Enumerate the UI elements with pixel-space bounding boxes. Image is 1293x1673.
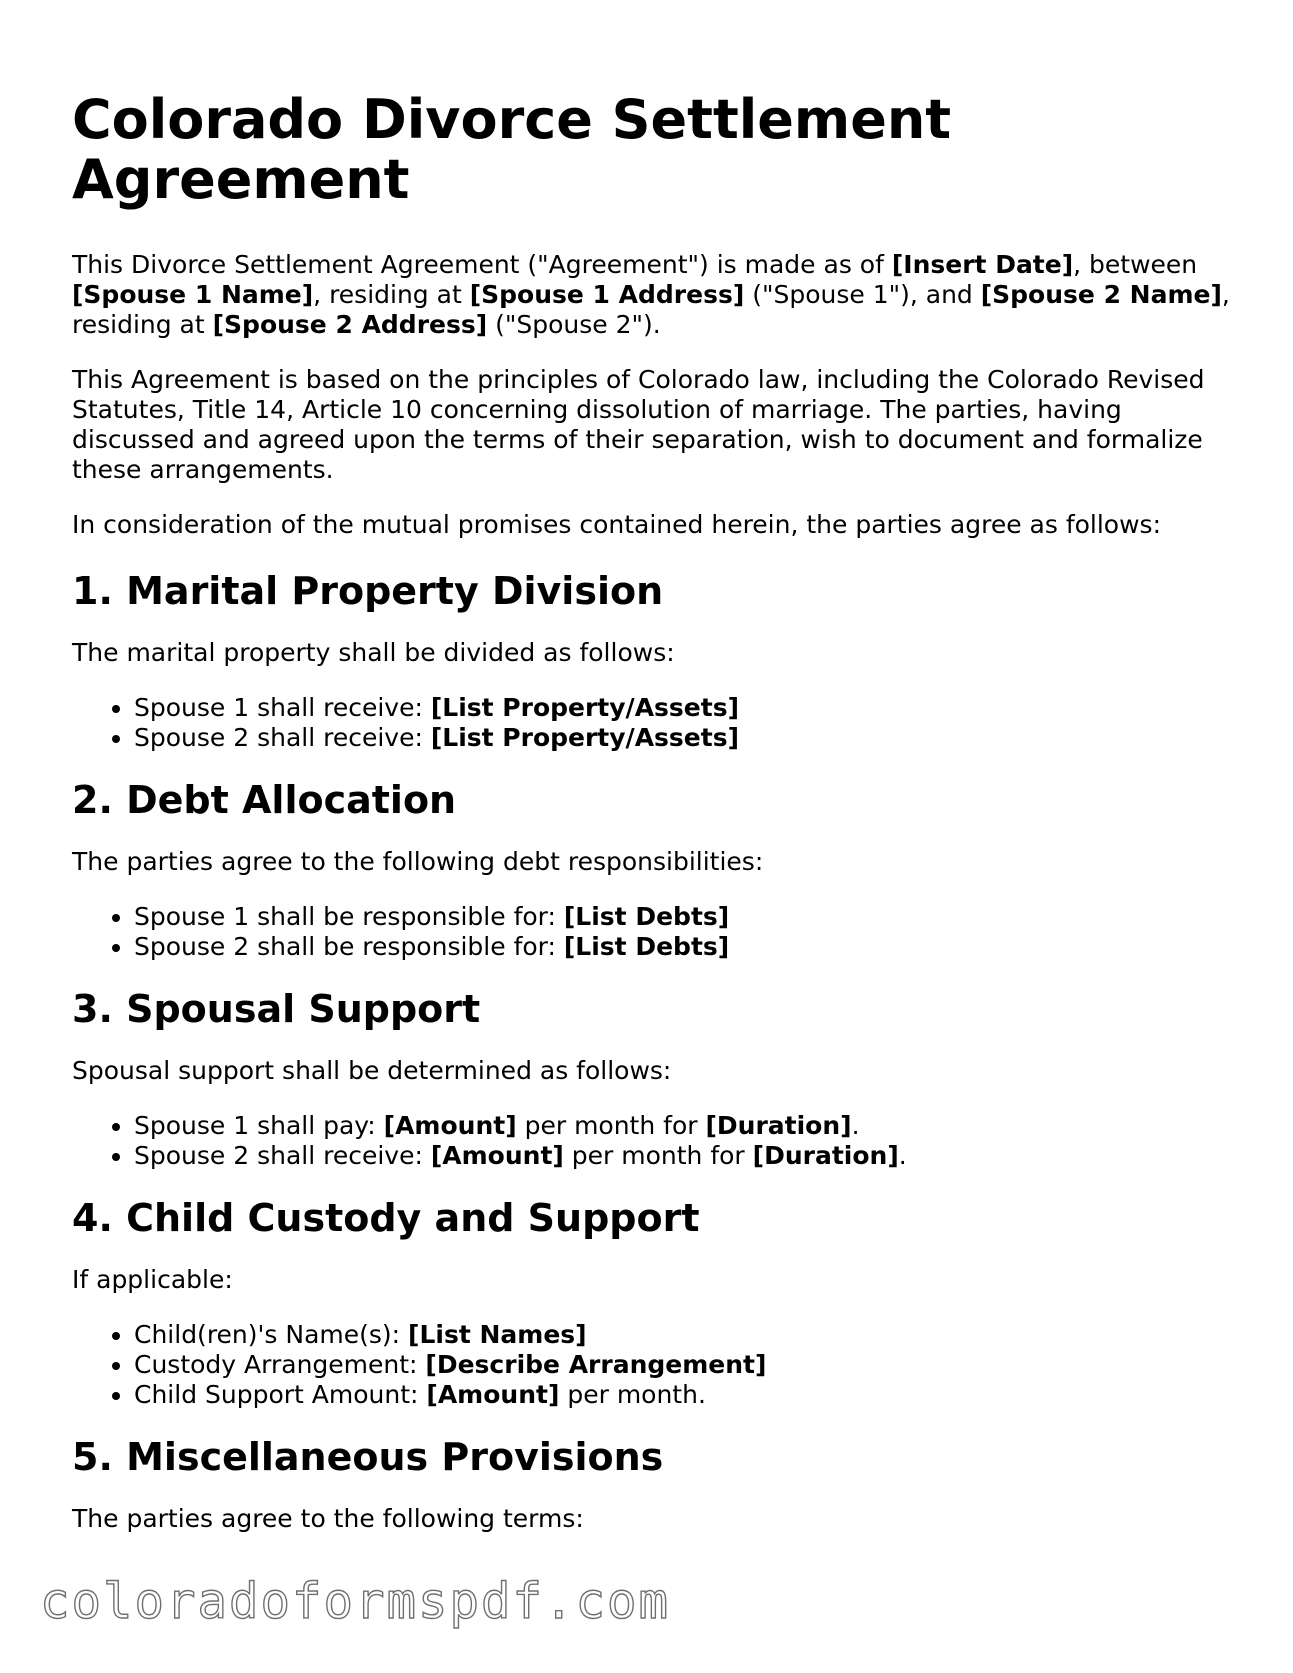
text-run: per month. <box>559 1380 706 1409</box>
text-run: This Divorce Settlement Agreement ("Agreement") is made as of <box>72 250 892 279</box>
text-run: Spouse 1 shall receive: <box>134 693 431 722</box>
placeholder-field: [Amount] <box>430 1141 564 1170</box>
text-run: Spouse 2 shall receive: <box>134 1141 431 1170</box>
section-list <box>72 1111 1232 1171</box>
placeholder-field: [List Names] <box>408 1320 587 1349</box>
section-heading: 4. Child Custody and Support <box>72 1196 700 1240</box>
text-run: per month for <box>516 1111 706 1140</box>
intro-paragraph-consideration: In consideration of the mutual promises contained herein, the parties agree as follows: <box>72 510 1162 539</box>
intro-paragraph-law: This Agreement is based on the principles of Colorado law, including the Colorado Revised Statutes, Title 14, Article 10 concerning dissolution of marriage. The parties, having discussed and agreed upon the terms of their separation, wish to document and formalize these arrangements. <box>72 365 1205 484</box>
text-run: ("Spouse 1"), and <box>744 280 981 309</box>
section-lead: The parties agree to the following debt responsibilities: <box>72 847 764 876</box>
document-page <box>72 90 1232 1559</box>
placeholder-field: [List Debts] <box>563 902 730 931</box>
section-heading: 3. Spousal Support <box>72 987 481 1031</box>
watermark-text: coloradoformspdf.com <box>40 1573 671 1630</box>
section-heading: 5. Miscellaneous Provisions <box>72 1435 664 1479</box>
placeholder-field: [Spouse 2 Address] <box>212 310 488 339</box>
text-run: ("Spouse 2"). <box>487 310 661 339</box>
section-heading: 2. Debt Allocation <box>72 778 457 822</box>
section-lead: The parties agree to the following terms: <box>72 1504 584 1533</box>
placeholder-field: [Describe Arrangement] <box>425 1350 767 1379</box>
text-run: Spouse 2 shall receive: <box>134 723 431 752</box>
text-run: , between <box>1073 250 1198 279</box>
text-run: , residing at <box>313 280 470 309</box>
list-item <box>134 932 1232 962</box>
placeholder-field: [List Property/Assets] <box>430 693 740 722</box>
section-list <box>72 1320 1232 1410</box>
placeholder-field: [Spouse 1 Address] <box>469 280 745 309</box>
text-run: Child(ren)'s Name(s): <box>134 1320 409 1349</box>
section-lead: Spousal support shall be determined as follows: <box>72 1056 672 1085</box>
sections-container <box>72 569 1232 1534</box>
list-item <box>134 1380 1232 1410</box>
placeholder-field: [Duration] <box>752 1141 899 1170</box>
placeholder-field: [Duration] <box>705 1111 852 1140</box>
list-item <box>134 1141 1232 1171</box>
section-lead: The marital property shall be divided as follows: <box>72 638 675 667</box>
section-list <box>72 693 1232 753</box>
section-heading: 1. Marital Property Division <box>72 569 664 613</box>
text-run: Spouse 2 shall be responsible for: <box>134 932 564 961</box>
list-item <box>134 723 1232 753</box>
placeholder-field: [Spouse 1 Name] <box>72 280 314 309</box>
section-list <box>72 902 1232 962</box>
text-run: Child Support Amount: <box>134 1380 427 1409</box>
text-run: . <box>851 1111 860 1140</box>
placeholder-field: [Spouse 2 Name] <box>980 280 1222 309</box>
list-item <box>134 902 1232 932</box>
list-item <box>134 1320 1232 1350</box>
text-run: per month for <box>563 1141 753 1170</box>
placeholder-field: [Amount] <box>383 1111 517 1140</box>
text-run: Custody Arrangement: <box>134 1350 426 1379</box>
text-run: Spouse 1 shall be responsible for: <box>134 902 564 931</box>
placeholder-field: [List Debts] <box>563 932 730 961</box>
text-run: . <box>898 1141 907 1170</box>
text-run: , residing at <box>72 280 1230 339</box>
list-item <box>134 1111 1232 1141</box>
intro-paragraph-parties <box>72 250 1232 340</box>
placeholder-field: [Amount] <box>426 1380 560 1409</box>
text-run: Spouse 1 shall pay: <box>134 1111 384 1140</box>
list-item <box>134 1350 1232 1380</box>
section-lead: If applicable: <box>72 1265 233 1294</box>
placeholder-field: [Insert Date] <box>891 250 1074 279</box>
list-item <box>134 693 1232 723</box>
document-title: Colorado Divorce Settlement Agreement <box>72 88 952 211</box>
placeholder-field: [List Property/Assets] <box>430 723 740 752</box>
